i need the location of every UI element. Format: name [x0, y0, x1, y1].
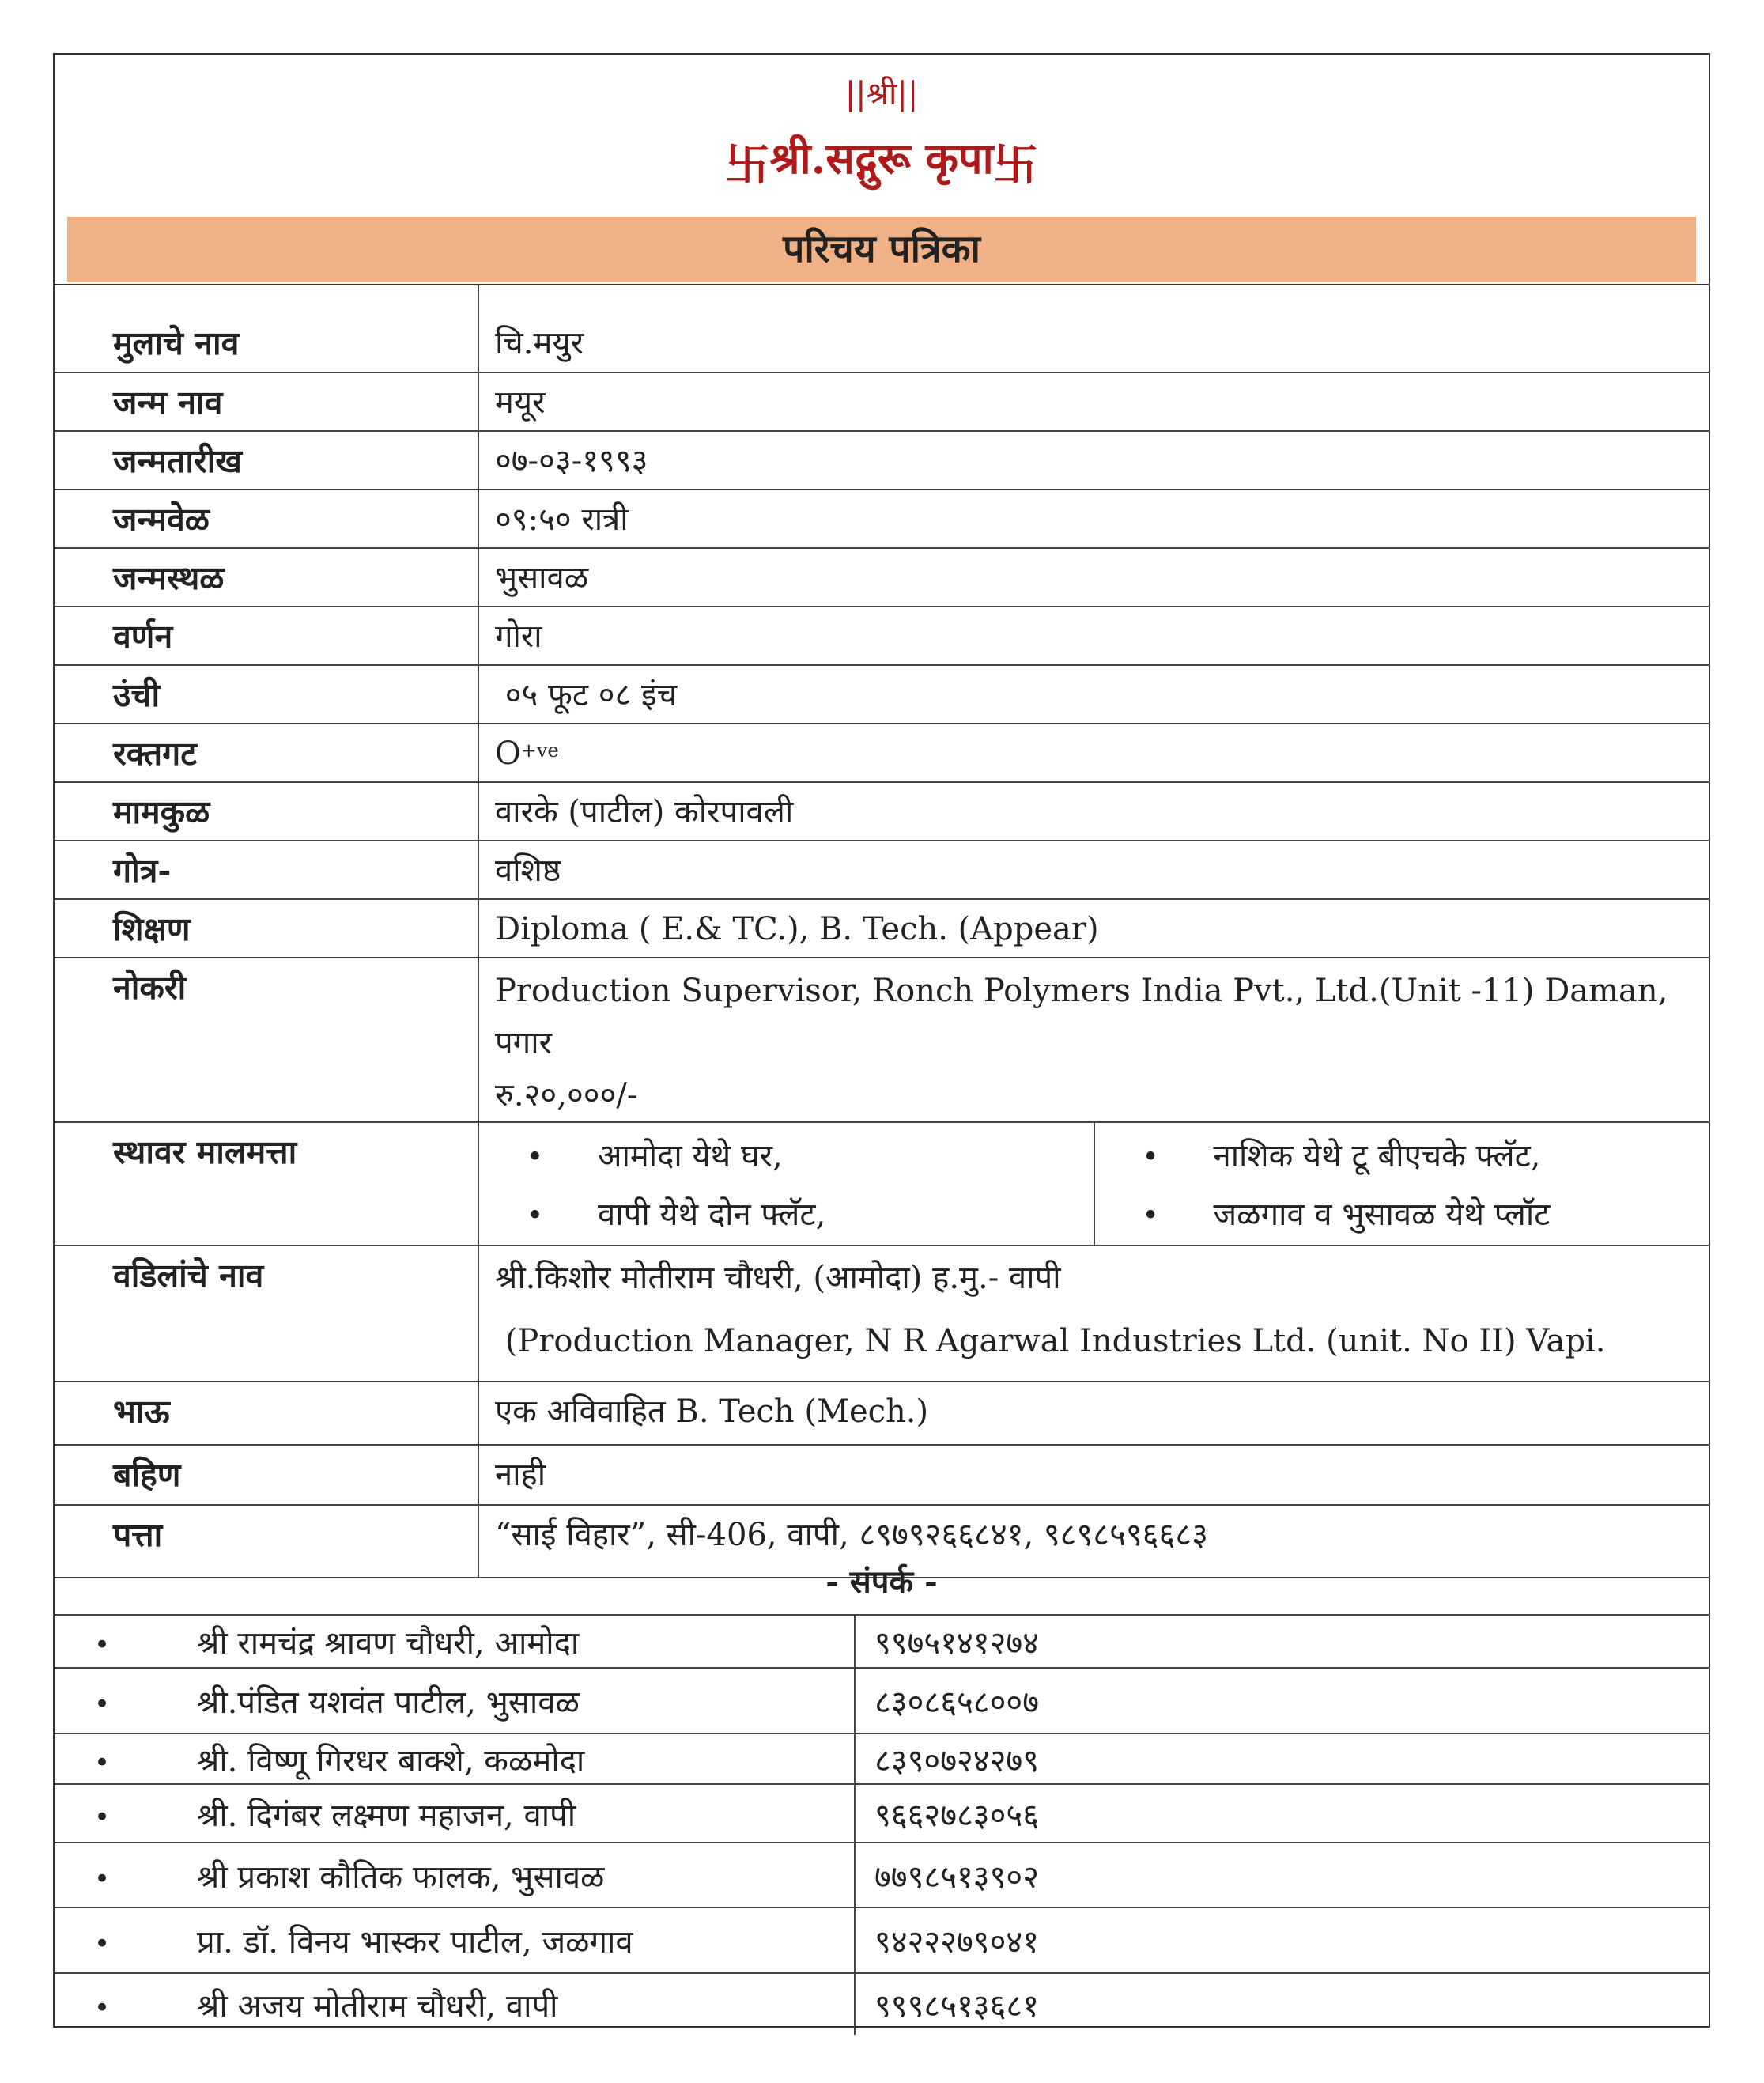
bio-row — [55, 1382, 1709, 1445]
table-row — [55, 1784, 1709, 1843]
list-item: • आमोदा येथे घर, — [527, 1128, 1094, 1186]
bio-value: “साई विहार”, सी-406, वापी, ८९७९२६६८४१, ९८९८५९६६८३ — [478, 1505, 1709, 1578]
list-item: • नाशिक येथे टू बीएचके फ्लॅट, — [1143, 1128, 1709, 1186]
blood-group: O — [495, 735, 521, 772]
contact-name: • श्री रामचंद्र श्रावण चौधरी, आमोदा — [55, 1616, 855, 1668]
bio-row — [55, 285, 1709, 372]
contact-table — [55, 1616, 1709, 2035]
table-row — [55, 1616, 1709, 1668]
bio-row — [55, 372, 1709, 431]
kripa-text: श्री.सद्गुरू कृपा — [769, 133, 994, 183]
bullet-icon: • — [93, 1992, 110, 2024]
job-line-1: Production Supervisor, Ronch Polymers India Pvt., Ltd.(Unit -11) Daman, पगार — [495, 973, 1668, 1061]
bio-label: मामकुळ — [55, 782, 478, 841]
bullet-icon: • — [93, 1928, 110, 1960]
table-row — [55, 1973, 1709, 2035]
contact-phone: ८३०८६५८००७ — [855, 1668, 1709, 1733]
bullet-icon: • — [93, 1629, 110, 1661]
swastika-icon: 卐 — [725, 138, 770, 191]
contact-phone: ७७९८५१३९०२ — [855, 1843, 1709, 1907]
shri-invocation: ||श्री|| — [844, 76, 919, 112]
contact-name: • श्री अजय मोतीराम चौधरी, वापी — [55, 1973, 855, 2035]
sadguru-kripa-heading — [55, 127, 1709, 194]
bio-value: चि.मयुर — [478, 285, 1709, 372]
bio-label: गोत्र- — [55, 841, 478, 899]
contact-section — [55, 1555, 1709, 2035]
contact-phone: ९६६२७८३०५६ — [855, 1784, 1709, 1843]
biodata-frame — [53, 53, 1710, 2028]
father-line-2: (Production Manager, N R Agarwal Industries Ltd. (unit. No II) Vapi. — [495, 1323, 1606, 1359]
swastika-icon: 卐 — [993, 138, 1038, 191]
job-line-2: रु.२०,०००/- — [495, 1077, 638, 1113]
bio-label: जन्मस्थळ — [55, 548, 478, 607]
bio-label: जन्मवेळ — [55, 490, 478, 548]
bullet-icon: • — [93, 1862, 110, 1895]
assets-cell — [478, 1122, 1709, 1246]
blood-group-rh: +ve — [520, 739, 559, 762]
table-row — [55, 1668, 1709, 1733]
table-row — [55, 1733, 1709, 1784]
bio-label: स्थावर मालमत्ता — [55, 1122, 478, 1246]
assets-left-column — [479, 1123, 1094, 1245]
bio-value: भुसावळ — [478, 548, 1709, 607]
bio-value: एक अविवाहित B. Tech (Mech.) — [478, 1382, 1709, 1445]
contact-phone: ८३९०७२४२७९ — [855, 1733, 1709, 1784]
bio-label: जन्म नाव — [55, 372, 478, 431]
bio-row — [55, 1246, 1709, 1382]
bio-row — [55, 431, 1709, 490]
bio-row — [55, 899, 1709, 958]
bio-row — [55, 1445, 1709, 1505]
bullet-icon: • — [93, 1801, 110, 1833]
bio-value — [478, 958, 1709, 1122]
bio-row — [55, 958, 1709, 1122]
bio-label: मुलाचे नाव — [55, 285, 478, 372]
contact-name: • श्री. विष्णू गिरधर बाक्शे, कळमोदा — [55, 1733, 855, 1784]
contact-name: • श्री प्रकाश कौतिक फालक, भुसावळ — [55, 1843, 855, 1907]
bio-table — [55, 285, 1709, 1578]
contact-phone: ९४२२२७९०४१ — [855, 1907, 1709, 1973]
bio-value: Diploma ( E.& TC.), B. Tech. (Appear) — [478, 899, 1709, 958]
assets-right-column — [1094, 1123, 1709, 1245]
bio-value: गोरा — [478, 607, 1709, 665]
bio-value: वारके (पाटील) कोरपावली — [478, 782, 1709, 841]
bio-label: भाऊ — [55, 1382, 478, 1445]
bullet-icon: • — [1142, 1141, 1159, 1174]
contact-name: • प्रा. डॉ. विनय भास्कर पाटील, जळगाव — [55, 1907, 855, 1973]
contact-title: - संपर्क - — [55, 1555, 1709, 1616]
bio-row — [55, 724, 1709, 782]
bio-row — [55, 490, 1709, 548]
bio-value: मयूर — [478, 372, 1709, 431]
bio-label: वर्णन — [55, 607, 478, 665]
bio-label: नोकरी — [55, 958, 478, 1122]
bio-row — [55, 1122, 1709, 1246]
bio-label: उंची — [55, 665, 478, 724]
table-row — [55, 1843, 1709, 1907]
header — [55, 55, 1709, 284]
bio-value: नाही — [478, 1445, 1709, 1505]
bio-label: बहिण — [55, 1445, 478, 1505]
bio-value: वशिष्ठ — [478, 841, 1709, 899]
bio-row — [55, 665, 1709, 724]
bio-value — [478, 724, 1709, 782]
bio-label: पत्ता — [55, 1505, 478, 1578]
list-item: • जळगाव व भुसावळ येथे प्लॉट — [1143, 1186, 1709, 1245]
bio-value: ०५ फूट ०८ इंच — [478, 665, 1709, 724]
bullet-icon: • — [93, 1688, 110, 1720]
contact-phone: ९९७५१४१२७४ — [855, 1616, 1709, 1668]
bio-value: ०७-०३-१९९३ — [478, 431, 1709, 490]
page-title: परिचय पत्रिका — [67, 217, 1696, 282]
bio-label: रक्तगट — [55, 724, 478, 782]
bio-row — [55, 548, 1709, 607]
contact-name: • श्री.पंडित यशवंत पाटील, भुसावळ — [55, 1668, 855, 1733]
bio-label: शिक्षण — [55, 899, 478, 958]
table-row — [55, 1907, 1709, 1973]
bio-row — [55, 782, 1709, 841]
bullet-icon: • — [1142, 1200, 1159, 1232]
bio-value: ०९:५० रात्री — [478, 490, 1709, 548]
bio-label: जन्मतारीख — [55, 431, 478, 490]
bullet-icon: • — [93, 1746, 110, 1779]
contact-phone: ९९९८५१३६८१ — [874, 1988, 1039, 2024]
list-item: • वापी येथे दोन फ्लॅट, — [527, 1186, 1094, 1245]
bio-label: वडिलांचे नाव — [55, 1246, 478, 1382]
contact-name: • श्री. दिगंबर लक्ष्मण महाजन, वापी — [55, 1784, 855, 1843]
bullet-icon: • — [527, 1141, 544, 1174]
father-line-1: श्री.किशोर मोतीराम चौधरी, (आमोदा) ह.मु.- वापी — [495, 1260, 1061, 1296]
bio-row — [55, 607, 1709, 665]
bullet-icon: • — [527, 1200, 544, 1232]
bio-value — [478, 1246, 1709, 1382]
bio-row — [55, 841, 1709, 899]
